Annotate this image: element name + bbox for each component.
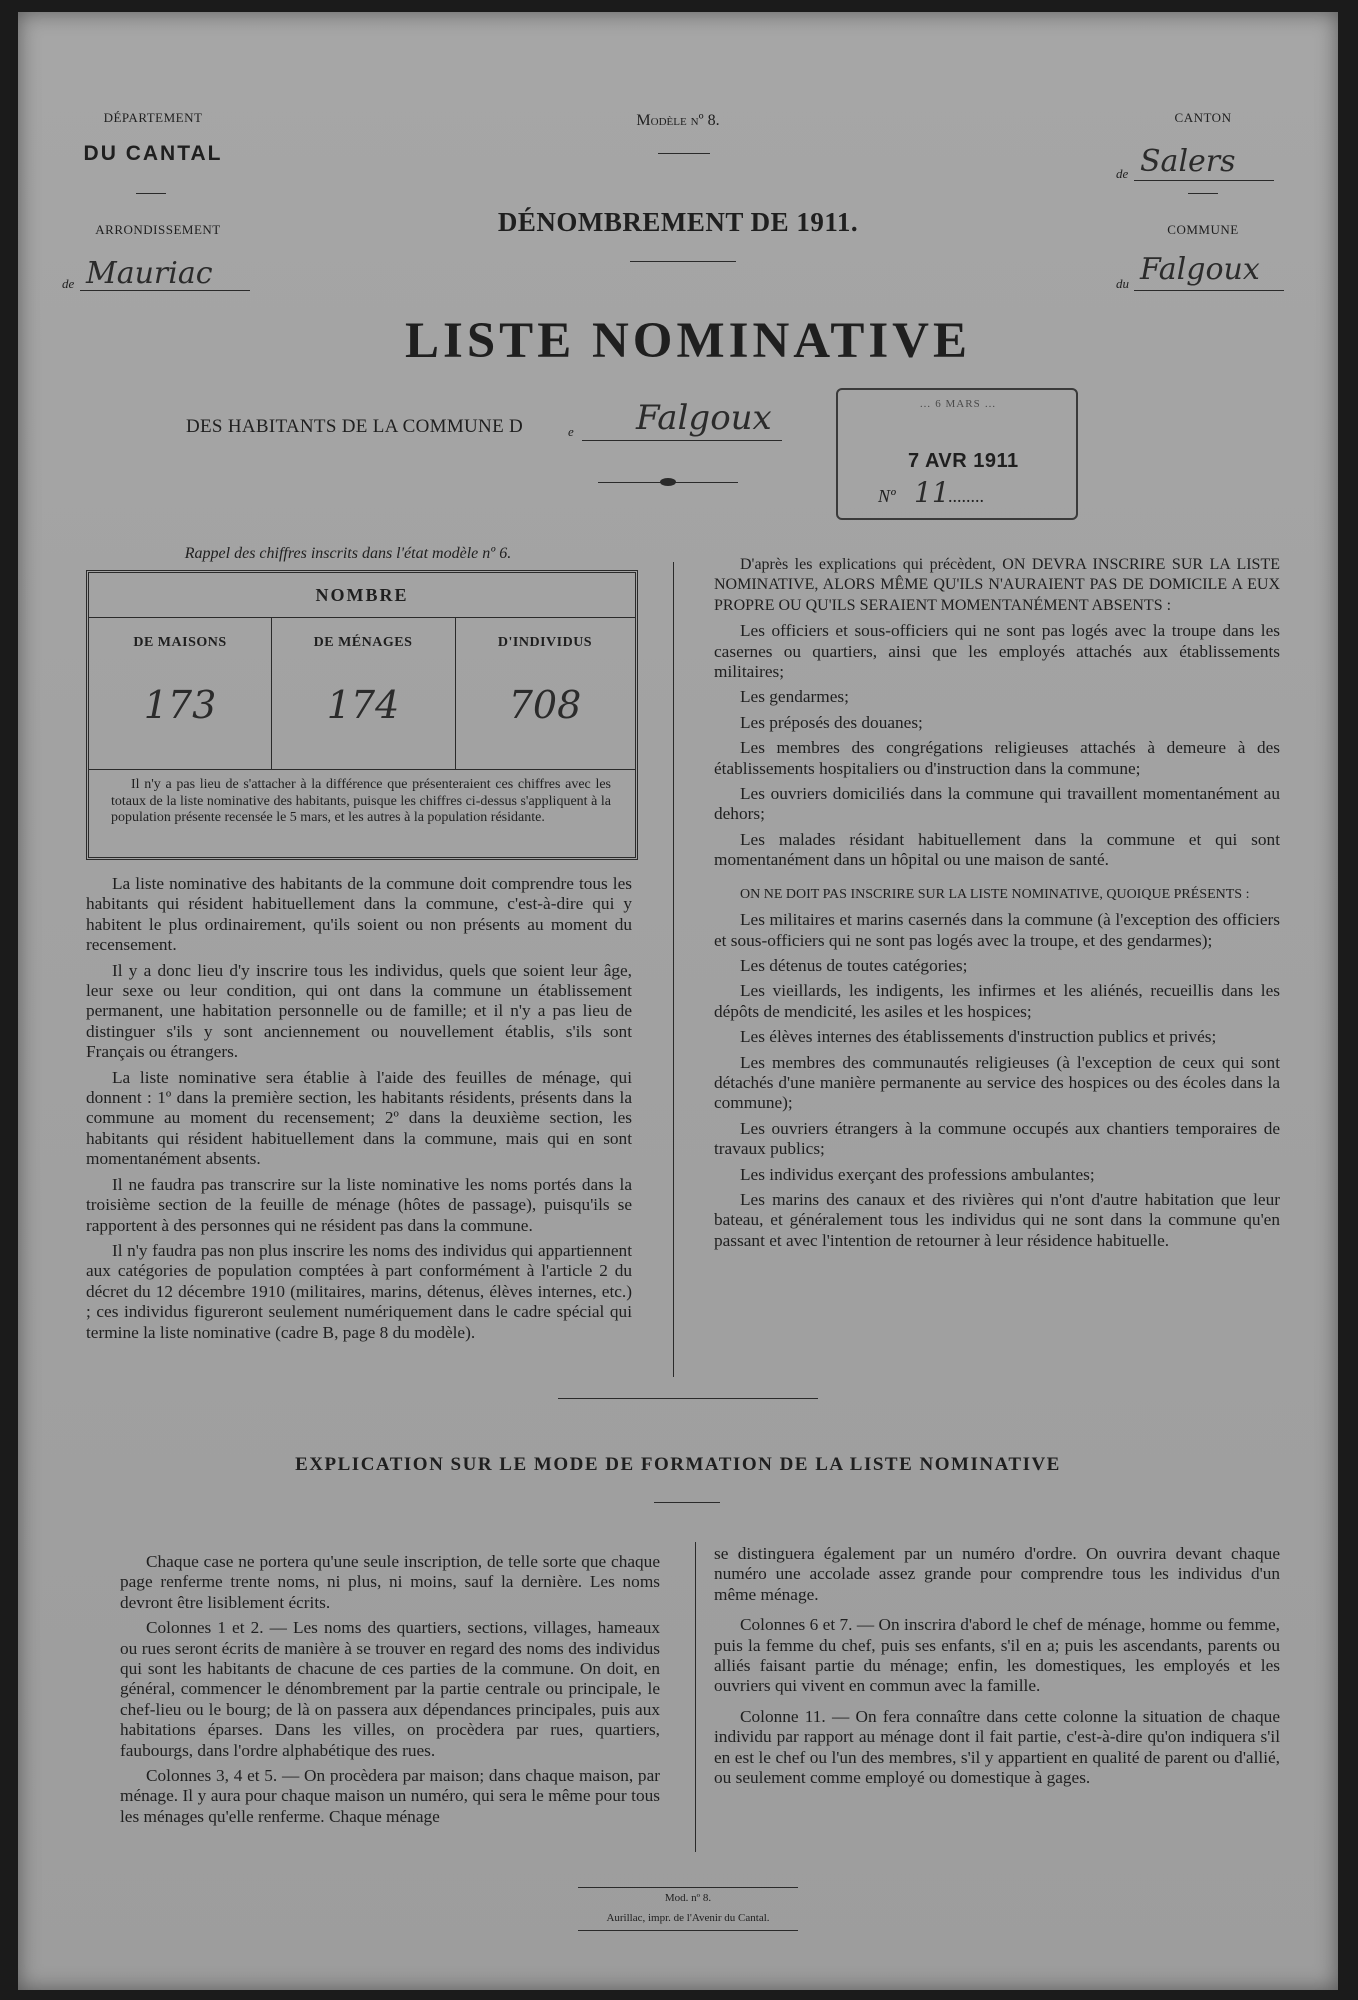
footer-divider (578, 1930, 798, 1931)
page-title: LISTE NOMINATIVE (404, 313, 972, 369)
footer-model: Mod. nº 8. (664, 1892, 712, 1904)
canton-value: Salers (1140, 144, 1236, 179)
commune-field (1098, 254, 1318, 294)
explication-column-divider (695, 1542, 696, 1852)
exclude-item: Les ouvriers étrangers à la commune occupés aux chantiers temporaires de travaux publics; (714, 1118, 1280, 1159)
explication-paragraph: Colonnes 6 et 7. — On inscrira d'abord le chef de ménage, homme ou femme, puis la femme du chef, puis ses enfants, s'il en a; puis les ascendants, parents ou alliés faisant partie du ménage; enfin, les domestiques, les employés et les ouvriers qui vivent en commun avec la famille. (714, 1615, 1280, 1696)
canton-prefix: de (1116, 166, 1129, 181)
stamp-number-value: 11 (914, 476, 950, 509)
arrondissement-prefix: de (62, 276, 75, 291)
left-paragraph: Il n'y faudra pas non plus inscrire les noms des individus qui appartiennent aux catégories de population comptées à part conformément à l'article 2 du décret du 12 décembre 1910 (militaires, marins, détenus, élèves internes, etc.) ; ces individus figureront seulement numériquement dans le cadre spécial qui termine la liste nominative (cadre B, page 8 du modèle). (86, 1240, 632, 1342)
divider (1188, 193, 1218, 194)
rappel-note: Il n'y a pas lieu de s'attacher à la différence que présenteraient ces chiffres avec les totaux de la liste nominative des habitants, puisque les chiffres ci-dessus s'appliquent à la population présente recensée le 5 mars, et les autres à la population résidante. (111, 777, 611, 825)
exclude-item: Les marins des canaux et des rivières qui n'ont d'autre habitation que leur bateau, et généralement tous les individus qui ne sont dans la commune qu'en passant et avec l'intention de retourner à leur résidence habituelle. (714, 1189, 1280, 1250)
exclude-item: Les membres des communautés religieuses (à l'exception de ceux qui sont détachés d'une manière permanente au service des hospices ou des écoles dans la commune); (714, 1052, 1280, 1113)
stamp-top-text: … 6 MARS … (919, 398, 997, 410)
value-maisons: 173 (143, 683, 217, 727)
explication-paragraph: se distinguera également par un numéro d'ordre. On ouvrira devant chaque numéro une accolade assez grande pour comprendre tous les individus d'un même ménage. (714, 1544, 1280, 1604)
departement-block (78, 110, 228, 166)
left-instructions (86, 874, 632, 1348)
arrondissement-label: ARRONDISSEMENT (95, 222, 221, 237)
include-item: Les gendarmes; (740, 687, 849, 707)
explication-paragraph: Colonne 11. — On fera connaître dans cette colonne la situation de chaque individu par rapport au ménage dont il fait partie, c'est-à-dire qu'on indiquera s'il en est le chef ou l'un des membres, s'il y appartient en qualité de parent ou d'allié, ou seulement comme employé ou domestique à gages. (714, 1706, 1280, 1788)
modele-number: Modèle nº 8. (636, 112, 720, 129)
explication-left (120, 1552, 660, 1832)
departement-name: DU CANTAL (83, 142, 223, 165)
col-menages-header: DE MÉNAGES (313, 635, 413, 650)
left-paragraph: Il y a donc lieu d'y inscrire tous les individus, quels que soient leur âge, leur sexe ou leur condition, qui ont dans la commune un établissement permanent, une habitation personnelle ou de famille; et il n'y a pas lieu de distinguer s'ils y sont anciennement ou nouvellement établis, s'ils sont Français ou étrangers. (86, 960, 632, 1062)
divider (136, 193, 166, 194)
exclude-item: Les militaires et marins casernés dans la commune (à l'exception des officiers et sous-officiers qui ne sont pas logés avec la troupe, et des gendarmes); (714, 910, 1280, 950)
left-paragraph: Il ne faudra pas transcrire sur la liste nominative les noms portés dans la troisième section de la feuille de ménage (hôtes de passage), puisqu'ils se rapportent à des personnes qui ne résident pas dans la commune. (86, 1174, 632, 1235)
exclude-item: Les détenus de toutes catégories; (740, 955, 968, 975)
rappel-table (86, 570, 638, 860)
explication-title: EXPLICATION SUR LE MODE DE FORMATION DE LA LISTE NOMINATIVE (295, 1454, 1061, 1475)
include-item: Les membres des congrégations religieuses attachés à demeure à des établissements hospitaliers ou d'instruction dans la commune; (714, 738, 1280, 778)
divider (658, 153, 710, 154)
section-divider (558, 1398, 818, 1399)
denombrement-title: DÉNOMBREMENT DE 1911. (497, 207, 859, 237)
stamp-number-label: Nº (878, 486, 896, 506)
include-item: Les malades résidant habituellement dans la commune et qui sont momentanément dans un hôpital ou une maison de santé. (714, 829, 1280, 870)
departement-label: DÉPARTEMENT (103, 110, 203, 125)
explication-paragraph: Chaque case ne portera qu'une seule inscription, de telle sorte que chaque page renferme trente noms, ni plus, ni moins, sauf la dernière. Les noms devront être lisiblement écrits. (120, 1552, 660, 1612)
column-divider (673, 562, 674, 1377)
left-paragraph: La liste nominative des habitants de la commune doit comprendre tous les habitants qui résident habituellement dans la commune, c'est-à-dire qui y habitent le plus ordinairement, qu'ils soient ou non présents au moment du recensement. (86, 874, 632, 955)
rappel-caption: Rappel des chiffres inscrits dans l'état modèle nº 6. (184, 545, 512, 562)
subtitle-text: DES HABITANTS DE LA COMMUNE D (186, 416, 524, 437)
exclude-item: Les vieillards, les indigents, les infirmes et les aliénés, recueillis dans les dépôts de mendicité, les asiles et les hospices; (714, 981, 1280, 1021)
value-menages: 174 (326, 683, 400, 727)
include-item: Les officiers et sous-officiers qui ne sont pas logés avec la troupe dans les casernes ou quartiers, ainsi que les employés attachés aux établissements militaires; (714, 621, 1280, 682)
reception-stamp (836, 388, 1078, 520)
explication-paragraph: Colonnes 1 et 2. — Les noms des quartiers, sections, villages, hameaux ou rues seront écrits de manière à se trouver en regard des noms des individus qui sont les habitants de chacune de ces parties de la commune. On doit, en général, commencer le dénombrement par la partie centrale ou principale, le chef-lieu ou le bourg; de là on passera aux dépendances principales, puis aux habitations éparses. Dans les villes, on procèdera par rues, quartiers, faubourgs, dans l'ordre alphabétique des rues. (120, 1618, 660, 1760)
footer-printer: Aurillac, impr. de l'Avenir du Cantal. (606, 1912, 770, 1924)
commune-value: Falgoux (1140, 252, 1260, 287)
ornament-divider (598, 478, 738, 488)
exclude-item: Les élèves internes des établissements d'instruction publics et privés; (740, 1027, 1217, 1047)
col-maisons-header: DE MAISONS (133, 635, 227, 650)
canton-label: CANTON (1174, 110, 1232, 125)
exclude-item: Les individus exerçant des professions ambulantes; (740, 1164, 1095, 1184)
divider (630, 261, 736, 262)
stamp-number-dots: ........ (948, 486, 984, 506)
col-individus-header: D'INDIVIDUS (497, 635, 593, 650)
commune-label: COMMUNE (1167, 222, 1239, 237)
nombre-header: NOMBRE (315, 585, 409, 605)
explication-paragraph: Colonnes 3, 4 et 5. — On procèdera par maison; dans chaque maison, par ménage. Il y aura pour chaque maison un numéro, qui sera le même pour tous les ménages qu'elle renferme. Chaque ménage (120, 1766, 660, 1826)
arrondissement-field (60, 256, 260, 296)
explication-right (714, 1544, 1280, 1793)
right-instructions (714, 555, 1280, 1256)
commune-handwritten: Falgoux (636, 398, 772, 438)
document-page (18, 12, 1338, 1990)
footer-divider (578, 1887, 798, 1888)
commune-prefix: du (1116, 276, 1129, 291)
divider (654, 1502, 720, 1503)
arrondissement-value: Mauriac (86, 256, 213, 291)
include-intro: D'après les explications qui précèdent, ON DEVRA INSCRIRE SUR LA LISTE NOMINATIVE, ALORS MÊME QU'ILS N'AURAIENT PAS DE DOMICILE A EUX PROPRE OU QU'ILS SERAIENT MOMENTANÉMENT ABSENTS : (714, 556, 1280, 614)
stamp-date: 7 AVR 1911 (908, 450, 1019, 472)
include-item: Les préposés des douanes; (740, 712, 923, 732)
value-individus: 708 (508, 683, 582, 727)
commune-line (186, 398, 806, 450)
canton-field (1098, 144, 1298, 184)
subtitle-suffix: e (568, 424, 574, 439)
include-item: Les ouvriers domiciliés dans la commune qui travaillent momentanément au dehors; (714, 784, 1280, 824)
left-paragraph: La liste nominative sera établie à l'aide des feuilles de ménage, qui donnent : 1º dans la première section, les habitants résidents, présents dans la commune au moment du recensement; 2º dans la deuxième section, les habitants qui résident habituellement dans la commune, mais qui en sont momentanément absents. (86, 1067, 632, 1169)
exclude-intro: ON NE DOIT PAS INSCRIRE SUR LA LISTE NOMINATIVE, QUOIQUE PRÉSENTS : (740, 886, 1250, 902)
